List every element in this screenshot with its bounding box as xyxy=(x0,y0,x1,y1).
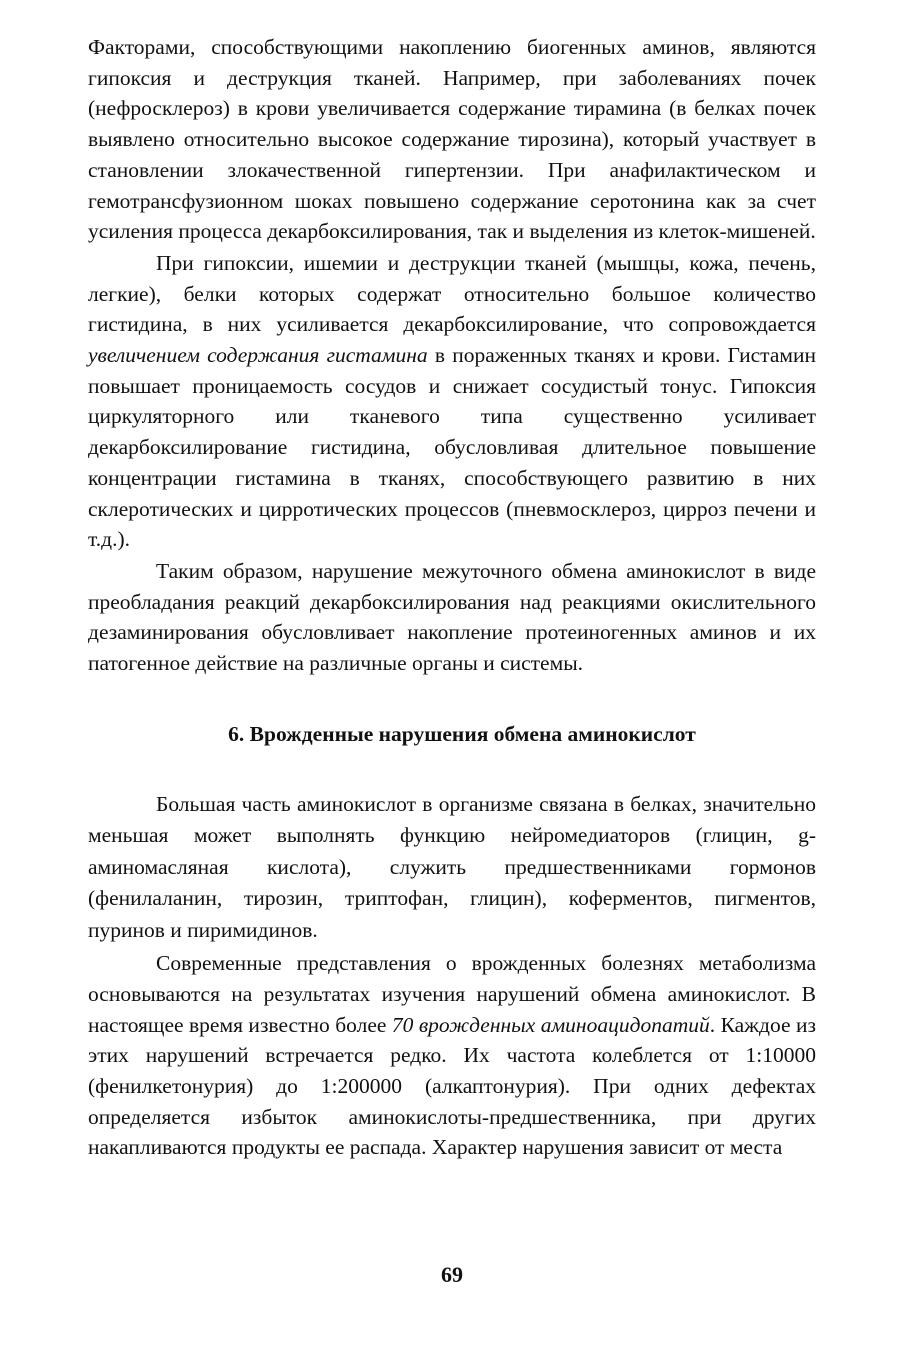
paragraph-amino-acids-role: Большая часть аминокислот в организме связана в белках, значительно меньшая может выполнять функцию нейромедиаторов (глицин, g-аминомасляная кислота), служить предшественниками гормонов (фенилаланин, тирозин, триптофан, глицин), коферментов, пигментов, пуринов и пиримидинов. xyxy=(88,791,816,942)
paragraph-histamine-start: При гипоксии, ишемии и деструкции тканей (мышцы, кожа, печень, легкие), белки которых содержат относительно большое количество гистидина, в них усиливается декарбоксилирование, что сопровождается xyxy=(88,250,816,337)
paragraph-amine-factors: Факторами, способствующими накоплению биогенных аминов, являются гипоксия и деструкция тканей. Например, при заболеваниях почек (нефросклероз) в крови увеличивается содержание тирамина (в белках почек выявлено относительно высокое содержание тирозина), который участвует в становлении злокачественной гипертензии. При анафилактическом и гемотрансфузионном шоках повышено содержание серотонина как за счет усиления процесса декарбоксилирования, так и выделения из клеток-мишеней. xyxy=(88,35,816,244)
page-body xyxy=(88,32,816,1163)
paragraph-inborn-errors xyxy=(88,948,816,1163)
paragraph-histamine xyxy=(88,248,816,555)
paragraph-inborn-errors-start: Современные представления о врожденных болезнях метаболизма основываются на результатах изучения нарушений обмена аминокислот. В настоящее время известно более xyxy=(88,951,816,1037)
paragraph-inborn-errors-emphasis: 70 врожденных аминоацидопатий xyxy=(391,1012,710,1037)
paragraph-histamine-end: в пораженных тканях и крови. Гистамин повышает проницаемость сосудов и снижает сосудистый тонус. Гипоксия циркуляторного или тканевого типа существенно усиливает декарбоксилирование гистидина, обусловливая длительное повышение концентрации гистамина в тканях, способствующего развитию в них склеротических и цирротических процессов (пневмосклероз, цирроз печени и т.д.). xyxy=(88,343,816,552)
page-number: 69 xyxy=(441,1262,463,1287)
paragraph-inborn-errors-end: . Каждое из этих нарушений встречается редко. Их частота колеблется от 1:10000 (фенилкетонурия) до 1:200000 (алкаптонурия). При одних дефектах определяется избыток аминокислоты-предшественника, при других накапливаются продукты ее распада. Характер нарушения зависит от места xyxy=(88,1012,816,1160)
paragraph-conclusion: Таким образом, нарушение межуточного обмена аминокислот в виде преобладания реакций декарбоксилирования над реакциями окислительного дезаминирования обусловливает накопление протеиногенных аминов и их патогенное действие на различные органы и системы. xyxy=(88,558,816,676)
section-heading: 6. Врожденные нарушения обмена аминокислот xyxy=(228,721,696,746)
paragraph-histamine-emphasis: увеличением содержания гистамина xyxy=(88,343,428,368)
